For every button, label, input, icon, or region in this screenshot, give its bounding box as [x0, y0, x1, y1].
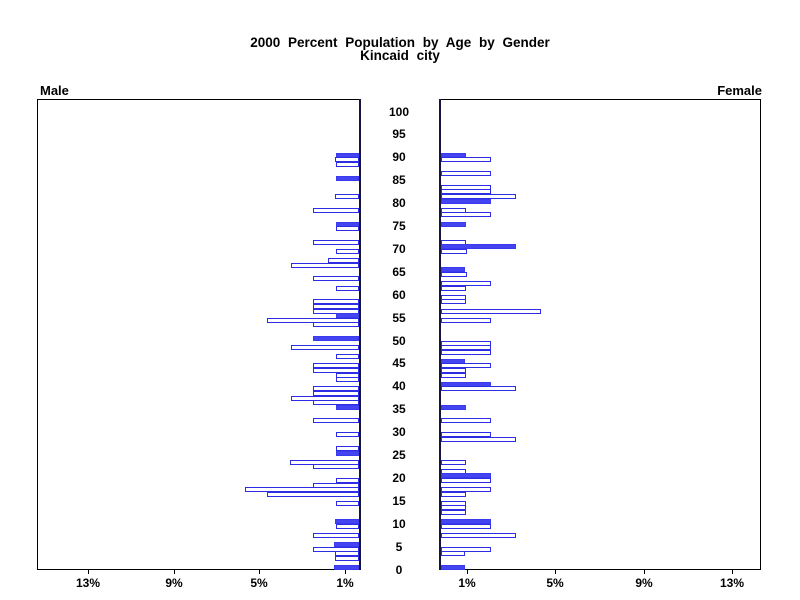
male-panel-label: Male [40, 83, 69, 98]
bar-male-age-41 [336, 377, 359, 382]
age-tick-label-15: 15 [392, 493, 406, 508]
male-pct-tick-1-label: 1% [336, 576, 354, 590]
age-tick-label-35: 35 [392, 402, 406, 417]
bar-male-age-7 [313, 533, 359, 538]
male-pct-tick-9-label: 9% [165, 576, 183, 590]
bar-female-age-54 [441, 318, 491, 323]
female-pct-tick-9-label: 9% [635, 576, 653, 590]
female-pct-tick-1-mark [467, 570, 468, 574]
bar-female-age-35 [441, 405, 466, 410]
bar-male-age-9 [336, 524, 359, 529]
age-tick-label-85: 85 [392, 173, 406, 188]
bar-male-age-0 [334, 565, 359, 570]
bar-male-age-16 [267, 492, 359, 497]
bar-female-age-7 [441, 533, 516, 538]
male-pct-tick-13-mark [88, 570, 89, 574]
bar-male-age-61 [336, 286, 359, 291]
bar-male-age-46 [336, 354, 359, 359]
bar-female-age-23 [441, 460, 466, 465]
bar-male-age-14 [336, 501, 359, 506]
bar-female-age-69 [441, 249, 467, 254]
bar-male-age-66 [291, 263, 359, 268]
female-pct-tick-5-label: 5% [546, 576, 564, 590]
female-pct-tick-13-label: 13% [719, 576, 745, 590]
bar-female-age-9 [441, 524, 491, 529]
bar-male-age-85 [336, 176, 359, 181]
age-tick-label-45: 45 [392, 356, 406, 371]
bar-female-age-42 [441, 373, 466, 378]
bar-male-age-69 [336, 249, 359, 254]
bar-female-age-28 [441, 437, 516, 442]
male-pct-tick-13-label: 13% [75, 576, 101, 590]
bar-male-age-32 [313, 418, 359, 423]
age-tick-label-75: 75 [392, 219, 406, 233]
bar-female-age-12 [441, 510, 466, 515]
bar-female-age-75 [441, 222, 466, 227]
age-tick-label-55: 55 [392, 310, 406, 325]
male-pct-tick-5-mark [259, 570, 260, 574]
age-tick-label-80: 80 [392, 196, 406, 211]
bar-female-age-61 [441, 286, 466, 291]
female-pct-tick-13-mark [732, 570, 733, 574]
bar-female-age-16 [441, 492, 466, 497]
bar-male-age-48 [291, 345, 359, 350]
bar-male-age-78 [313, 208, 359, 213]
age-tick-label-5: 5 [395, 539, 403, 554]
bar-female-age-39 [441, 386, 516, 391]
female-zero-axis-line [439, 99, 441, 570]
bar-female-age-64 [441, 272, 467, 277]
male-zero-axis-line [359, 99, 361, 570]
female-pct-tick-9-mark [644, 570, 645, 574]
age-tick-label-50: 50 [392, 333, 406, 348]
age-tick-label-65: 65 [392, 264, 406, 279]
bar-male-age-74 [336, 226, 359, 231]
bar-female-age-89 [441, 157, 491, 162]
age-tick-label-90: 90 [392, 150, 406, 165]
chart-title [0, 36, 800, 62]
male-plot-area [37, 99, 360, 570]
bar-female-age-80 [441, 199, 491, 204]
age-tick-label-0: 0 [395, 562, 403, 577]
male-pct-tick-5-label: 5% [250, 576, 268, 590]
bar-male-age-81 [335, 194, 359, 199]
age-tick-label-30: 30 [392, 425, 406, 440]
female-pct-tick-5-mark [555, 570, 556, 574]
bar-male-age-2 [335, 556, 359, 561]
age-tick-label-20: 20 [392, 470, 406, 485]
age-tick-label-95: 95 [392, 127, 406, 142]
bar-male-age-88 [336, 162, 359, 167]
age-tick-label-10: 10 [392, 516, 406, 531]
bar-female-age-77 [441, 212, 491, 217]
bar-female-age-32 [441, 418, 491, 423]
age-tick-label-40: 40 [392, 379, 406, 394]
bar-male-age-22 [313, 464, 359, 469]
bar-male-age-25 [336, 451, 359, 456]
bar-female-age-86 [441, 171, 491, 176]
bar-male-age-53 [313, 322, 359, 327]
bar-female-age-56 [441, 309, 541, 314]
bar-female-age-19 [441, 478, 491, 483]
bar-male-age-63 [313, 276, 359, 281]
age-tick-label-70: 70 [392, 241, 406, 256]
bar-female-age-58 [441, 299, 466, 304]
male-pct-tick-9-mark [174, 570, 175, 574]
age-tick-label-100: 100 [388, 104, 410, 119]
male-pct-tick-1-mark [345, 570, 346, 574]
age-tick-label-25: 25 [392, 448, 406, 462]
female-panel-label: Female [717, 83, 762, 98]
bar-female-age-47 [441, 350, 491, 355]
bar-male-age-29 [336, 432, 359, 437]
bar-female-age-3 [441, 551, 465, 556]
bar-male-age-35 [336, 405, 359, 410]
chart-title-line1: 2000 Percent Population by Age by Gender [250, 35, 550, 50]
bar-male-age-50 [313, 336, 359, 341]
chart-title-line2: Kincaid city [360, 48, 440, 63]
age-tick-label-60: 60 [392, 287, 406, 302]
female-pct-tick-1-label: 1% [458, 576, 476, 590]
bar-male-age-71 [313, 240, 359, 245]
female-plot-area [440, 99, 761, 570]
bar-female-age-0 [441, 565, 465, 570]
